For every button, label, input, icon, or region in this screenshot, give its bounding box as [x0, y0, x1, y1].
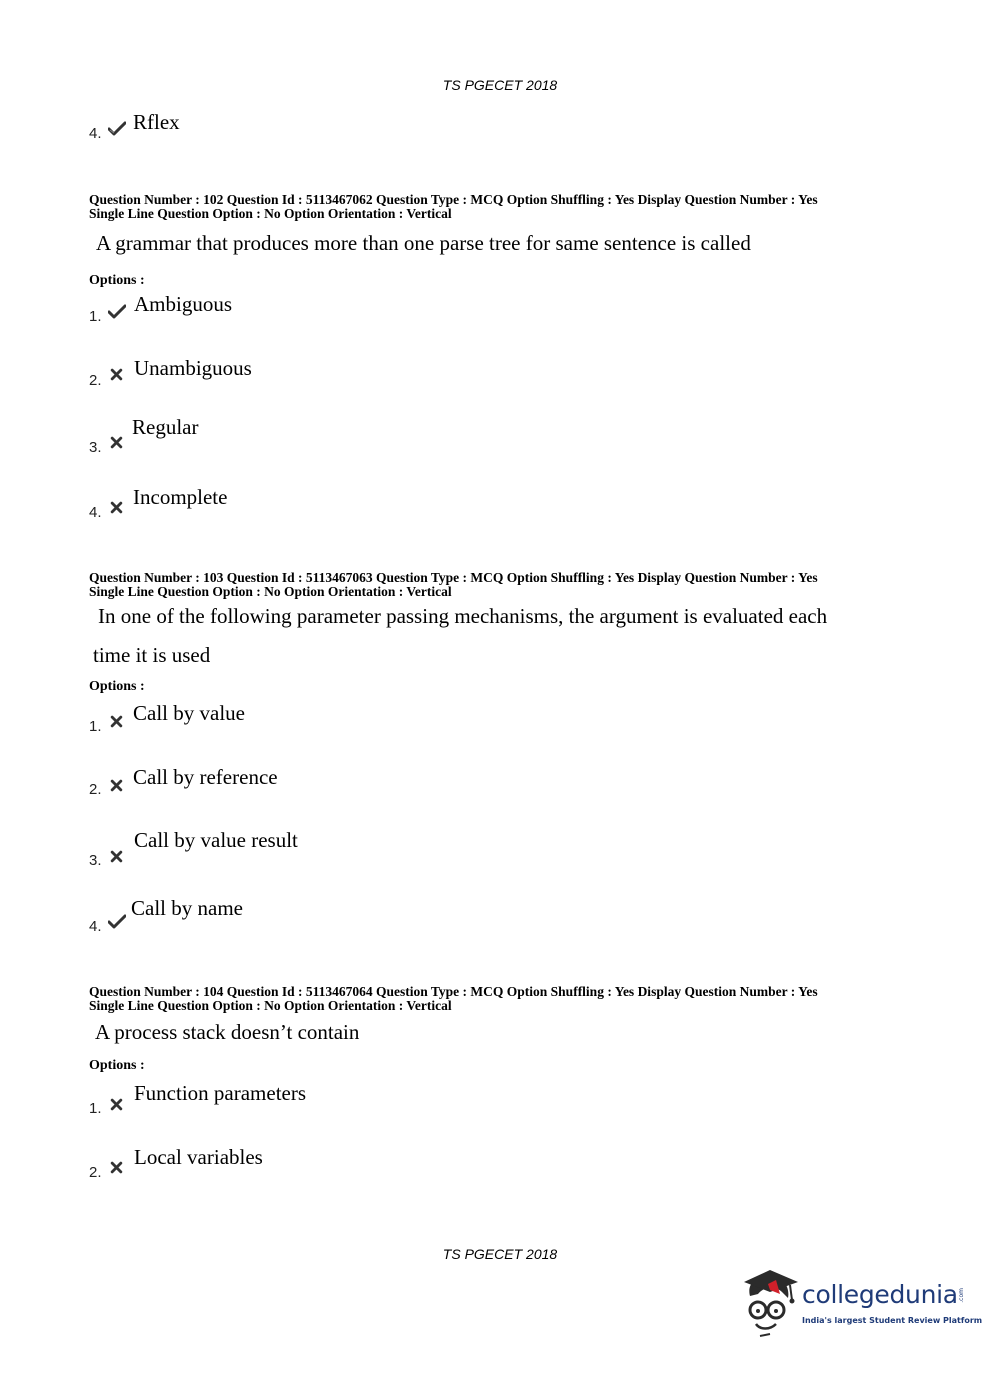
cross-mark-icon [110, 501, 123, 514]
option-text: Incomplete [133, 485, 228, 509]
logo-suffix: .com [958, 1288, 965, 1303]
check-mark-icon [108, 913, 126, 931]
meta-line: Single Line Question Option : No Option Orientation : Vertical [89, 206, 452, 221]
check-mark-icon [108, 303, 126, 321]
question-103-text-cont: time it is used [93, 643, 211, 667]
option-number: 2. [89, 372, 102, 389]
option-text: Ambiguous [134, 292, 233, 316]
page-header: TS PGECET 2018 [442, 77, 558, 93]
option-text: Local variables [134, 1145, 263, 1169]
option-text: Function parameters [134, 1081, 307, 1105]
cross-mark-icon [110, 850, 123, 863]
option-number: 2. [89, 1164, 102, 1181]
cross-mark-icon [110, 1098, 123, 1111]
option-text: Call by value result [134, 828, 298, 852]
option-text: Regular [132, 415, 199, 439]
option-number: 1. [89, 308, 102, 325]
meta-line: Single Line Question Option : No Option Orientation : Vertical [89, 998, 452, 1013]
collegedunia-logo [740, 1268, 983, 1343]
question-102-text: A grammar that produces more than one parse tree for same sentence is called [96, 231, 751, 255]
option-number: 4. [89, 125, 102, 142]
question-103-text: In one of the following parameter passing mechanisms, the argument is evaluated each [98, 604, 828, 628]
cross-mark-icon [110, 368, 123, 381]
logo-tagline: India's largest Student Review Platform [802, 1316, 983, 1325]
check-mark-icon [108, 120, 126, 138]
question-103-meta [89, 571, 919, 599]
option-text: Call by reference [133, 765, 278, 789]
meta-line: Question Number : 102 Question Id : 5113467062 Question Type : MCQ Option Shuffling : Yes Display Question Number : Yes [89, 192, 818, 207]
option-number: 2. [89, 781, 102, 798]
cross-mark-icon [110, 715, 123, 728]
option-number: 4. [89, 504, 102, 521]
question-104-meta [89, 985, 919, 1013]
meta-line: Question Number : 103 Question Id : 5113467063 Question Type : MCQ Option Shuffling : Yes Display Question Number : Yes [89, 570, 818, 585]
question-102-meta [89, 193, 919, 221]
page-footer: TS PGECET 2018 [442, 1246, 558, 1262]
option-number: 3. [89, 439, 102, 456]
option-number: 3. [89, 852, 102, 869]
cross-mark-icon [110, 436, 123, 449]
logo-wordmark: collegedunia [802, 1280, 958, 1309]
cross-mark-icon [110, 1161, 123, 1174]
option-text: Rflex [133, 110, 180, 134]
option-number: 4. [89, 918, 102, 935]
option-text: Call by value [133, 701, 245, 725]
option-number: 1. [89, 718, 102, 735]
option-text: Call by name [131, 896, 243, 920]
option-text: Unambiguous [134, 356, 252, 380]
cross-mark-icon [110, 779, 123, 792]
meta-line: Question Number : 104 Question Id : 5113467064 Question Type : MCQ Option Shuffling : Yes Display Question Number : Yes [89, 984, 818, 999]
options-label: Options : [89, 679, 145, 694]
option-number: 1. [89, 1100, 102, 1117]
meta-line: Single Line Question Option : No Option Orientation : Vertical [89, 584, 452, 599]
options-label: Options : [89, 1058, 145, 1073]
mascot-icon [740, 1268, 802, 1340]
options-label: Options : [89, 273, 145, 288]
question-104-text: A process stack doesn’t contain [95, 1020, 360, 1044]
